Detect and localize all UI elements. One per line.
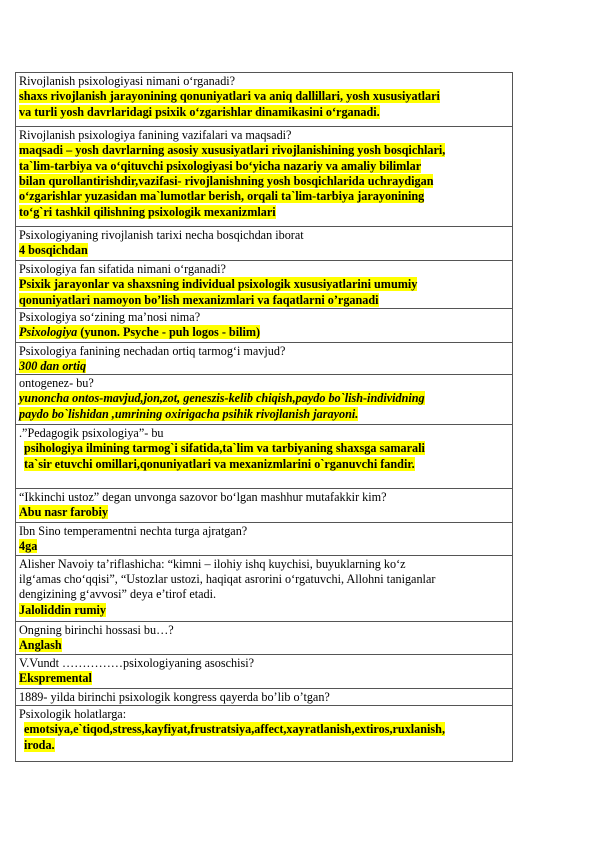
question-text: “Ikkinchi ustoz” degan unvonga sazovor bo‘lgan mashhur mutafakkir kim? — [19, 490, 387, 504]
table-row — [16, 689, 512, 706]
answer-text: 4ga — [19, 539, 38, 554]
table-row — [16, 309, 512, 343]
answer-text: Ekspremental — [19, 671, 92, 686]
table-row — [16, 425, 512, 489]
table-row — [16, 127, 512, 227]
table-row — [16, 706, 512, 762]
table-row — [16, 261, 512, 309]
table-row — [16, 489, 512, 523]
question-text: Alisher Navoiy ta’riflashicha: “kimni – ilohiy ishq kuychisi, buyuklarning ko‘z ilg‘amas cho‘qqisi”, “Ustozlar ustozi, haqiqat asrorini o‘rgatuvchi, Allohni taniganlar dengizining g‘avvosi” deya e’tirof etadi. — [19, 557, 436, 602]
question-text: V.Vundt ……………psixologiyaning asoschisi? — [19, 656, 254, 670]
answer-text: emotsiya,e`tiqod,stress,kayfiyat,frustratsiya,affect,xayratlanish,extiros,ruxlanish, iroda. — [24, 722, 445, 752]
question-text: Psixologiya fanining nechadan ortiq tarmog‘i mavjud? — [19, 344, 286, 358]
table-row — [16, 622, 512, 655]
table-row — [16, 556, 512, 622]
answer-text: Psixik jarayonlar va shaxsning individual psixologik xususiyatlarini umumiy qonuniyatlari namoyon bo’lish mexanizmlari va faqatlarni o’rganadi — [19, 277, 418, 307]
answer-text: Abu nasr farobiy — [19, 505, 108, 520]
answer-text: Anglash — [19, 638, 62, 653]
question-text: Psixologiya fan sifatida nimani o‘rganadi? — [19, 262, 226, 276]
answer-text: shaxs rivojlanish jarayonining qonuniyatlari va aniq dallillari, yosh xususiyatlari va turli yosh davrlaridagi psixik o‘zgarishlar dinamikasini o‘rganadi. — [19, 89, 440, 119]
question-text: Ongning birinchi hossasi bu…? — [19, 623, 174, 637]
qa-table — [15, 72, 513, 762]
question-text: Psixologik holatlarga: — [19, 707, 127, 721]
question-text: ontogenez- bu? — [19, 376, 94, 390]
answer-text: 4 bosqichdan — [19, 243, 88, 258]
answer-text: yunoncha ontos-mavjud,jon,zot, geneszis-kelib chiqish,paydo bo`lish-individning paydo bo`lishidan ,umrining oxirigacha psihik rivojlanish jarayoni. — [19, 391, 425, 421]
answer-text: Jaloliddin rumiy — [19, 602, 107, 617]
table-row — [16, 375, 512, 425]
table-row — [16, 523, 512, 556]
question-text: .”Pedagogik psixologiya”- bu — [19, 426, 164, 440]
table-row — [16, 343, 512, 375]
question-text: Psixologiyaning rivojlanish tarixi necha bosqichdan iborat — [19, 228, 304, 242]
table-row — [16, 73, 512, 127]
table-row — [16, 655, 512, 689]
answer-text: psihologiya ilmining tarmog`i sifatida,ta`lim va tarbiyaning shaxsga samarali ta`sir etuvchi omillari,qonuniyatlari va mexanizmlarini o`rganuvchi fandir. — [24, 441, 425, 471]
table-row — [16, 227, 512, 261]
question-text: Psixologiya so‘zining ma’nosi nima? — [19, 310, 201, 324]
answer-text: 300 dan ortiq — [19, 359, 87, 374]
question-text: Ibn Sino temperamentni nechta turga ajratgan? — [19, 524, 248, 538]
answer-text: maqsadi – yosh davrlarning asosiy xususiyatlari rivojlanishining yosh bosqichlari, ta`lim-tarbiya va o‘qituvchi psixologiyasi bo‘yicha nazariy va amaliy bilimlar bilan qurollantirishdir,vazifasi- rivojlanishning yosh bosqichlarida uchraydigan o‘zgarishlar yuzasidan ma`lumotlar berish, orqali ta`lim-tarbiya jarayonining to‘g`ri tashkil qilishning psixologik mexanizmlari — [19, 143, 446, 219]
question-text: Rivojlanish psixologiya fanining vazifalari va maqsadi? — [19, 128, 292, 142]
question-text: Rivojlanish psixologiyasi nimani o‘rganadi? — [19, 74, 236, 88]
answer-text: Psixologiya (yunon. Psyche - puh logos - bilim) — [19, 325, 261, 340]
question-text: 1889- yilda birinchi psixologik kongress qayerda bo’lib o’tgan? — [19, 690, 330, 704]
